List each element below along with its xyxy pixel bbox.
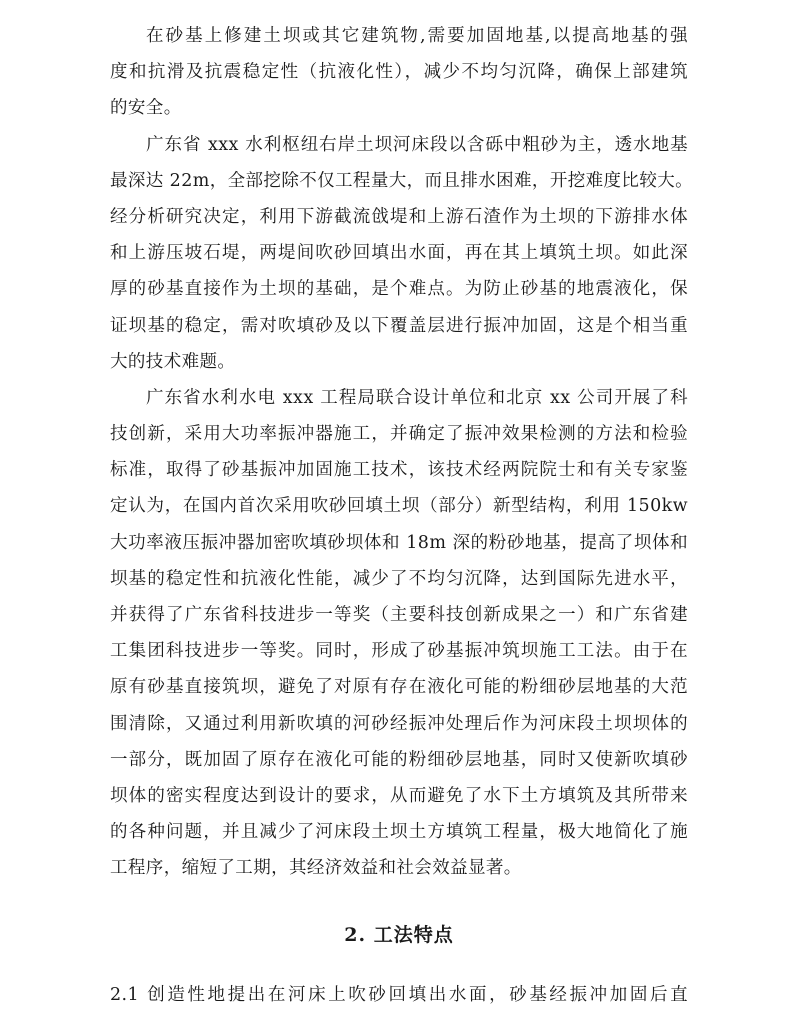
paragraph-line: 定认为，在国内首次采用吹砂回填土坝（部分）新型结构，利用 150kw [110, 496, 688, 517]
paragraph-line: 的各种问题，并且减少了河床段土坝土方填筑工程量，极大地简化了施 [110, 822, 688, 843]
paragraph-line: 技创新，采用大功率振冲器施工，并确定了振冲效果检测的方法和检验 [110, 424, 688, 445]
section-heading: 2. 工法特点 [344, 923, 454, 946]
paragraph-line: 广东省 xxx 水利枢纽右岸土坝河床段以含砾中粗砂为主，透水地基 [146, 134, 688, 155]
paragraph-line: 坝基的稳定性和抗液化性能，减少了不均匀沉降，达到国际先进水平， [110, 568, 688, 589]
paragraph-line: 的安全。 [110, 98, 182, 119]
paragraph-line: 工集团科技进步一等奖。同时，形成了砂基振冲筑坝施工工法。由于在 [110, 641, 688, 662]
subsection-line: 2.1 创造性地提出在河床上吹砂回填出水面，砂基经振冲加固后直 [110, 984, 688, 1005]
paragraph-2 [110, 127, 694, 380]
paragraph-3 [110, 380, 688, 887]
paragraph-line: 大的技术难题。 [110, 351, 236, 372]
paragraph-line: 坝体的密实程度达到设计的要求，从而避免了水下土方填筑及其所带来 [110, 785, 688, 806]
paragraph-line: 证坝基的稳定，需对吹填砂及以下覆盖层进行振冲加固，这是个相当重 [110, 315, 688, 336]
paragraph-line: 度和抗滑及抗震稳定性（抗液化性），减少不均匀沉降，确保上部建筑 [110, 62, 688, 83]
paragraph-1 [110, 18, 688, 127]
paragraph-line: 最深达 22m，全部挖除不仅工程量大，而且排水困难，开挖难度比较大。 [110, 170, 694, 191]
paragraph-line: 厚的砂基直接作为土坝的基础，是个难点。为防止砂基的地震液化，保 [110, 279, 688, 300]
document-body [110, 18, 694, 1013]
paragraph-line: 并获得了广东省科技进步一等奖（主要科技创新成果之一）和广东省建 [110, 605, 688, 625]
paragraph-line: 经分析研究决定，利用下游截流戗堤和上游石渣作为土坝的下游排水体 [110, 206, 688, 227]
paragraph-line: 一部分，既加固了原存在液化可能的粉细砂层地基，同时又使新吹填砂 [110, 749, 688, 770]
paragraph-line: 大功率液压振冲器加密吹填砂坝体和 18m 深的粉砂地基，提高了坝体和 [110, 532, 688, 553]
paragraph-line: 围清除，又通过利用新吹填的河砂经振冲处理后作为河床段土坝坝体的 [110, 713, 688, 734]
paragraph-line: 原有砂基直接筑坝，避免了对原有存在液化可能的粉细砂层地基的大范 [110, 677, 688, 698]
paragraph-line: 在砂基上修建土坝或其它建筑物,需要加固地基,以提高地基的强 [146, 26, 688, 46]
paragraph-line: 工程序，缩短了工期，其经济效益和社会效益显著。 [110, 858, 522, 879]
paragraph-line: 广东省水利水电 xxx 工程局联合设计单位和北京 xx 公司开展了科 [146, 387, 688, 408]
paragraph-line: 和上游压坡石堤，两堤间吹砂回填出水面，再在其上填筑土坝。如此深 [110, 243, 688, 264]
paragraph-line: 标准，取得了砂基振冲加固施工技术，该技术经两院院士和有关专家鉴 [110, 460, 688, 481]
